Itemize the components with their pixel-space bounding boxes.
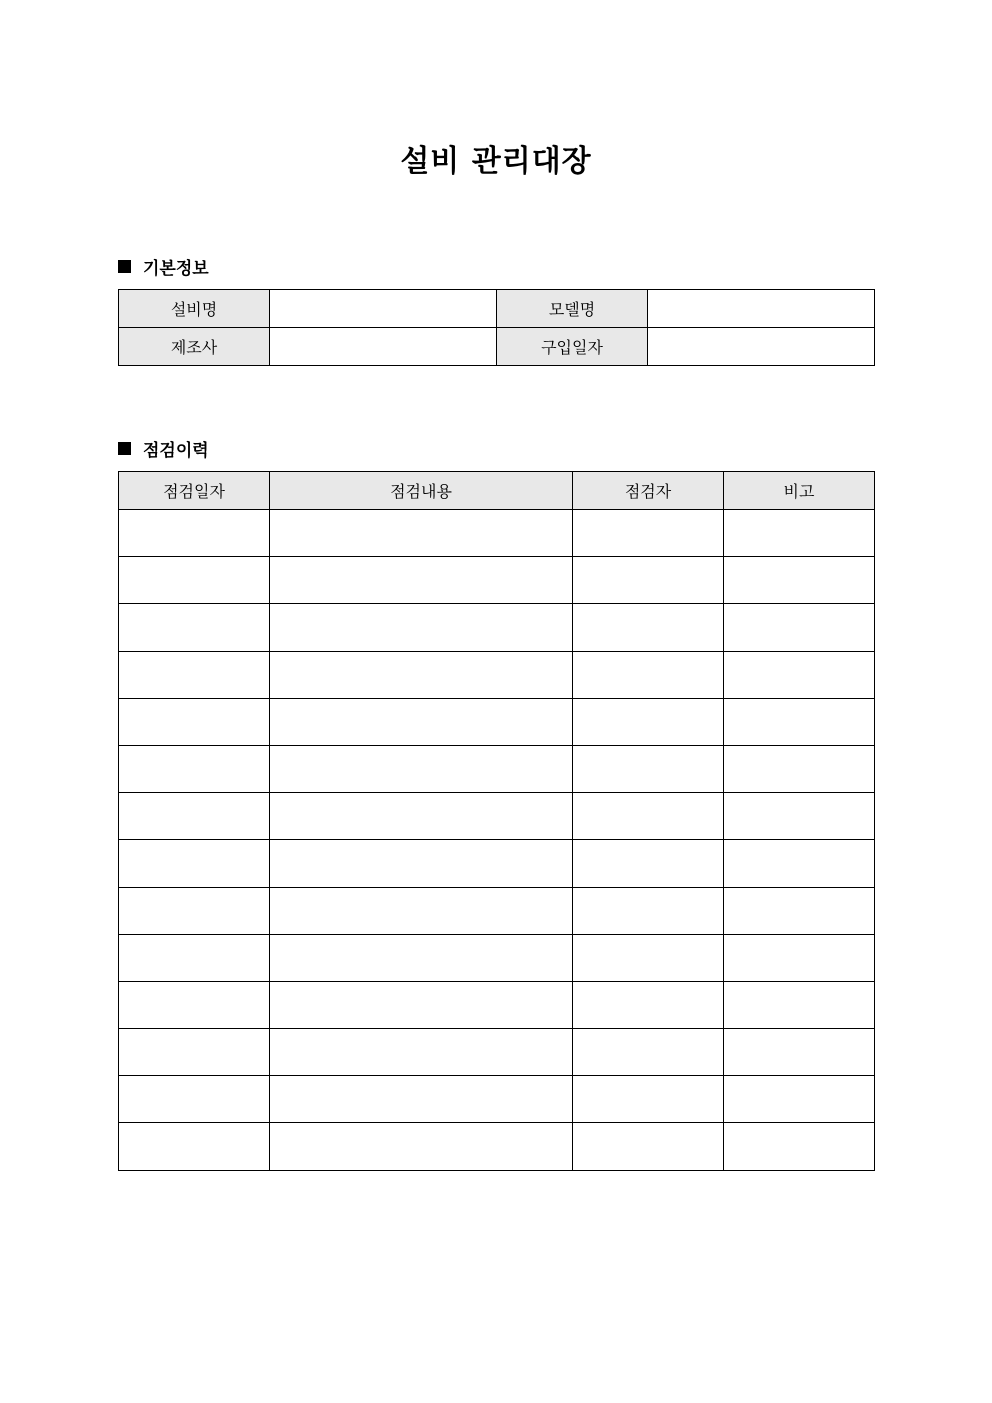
- square-bullet-icon: [118, 442, 131, 455]
- inspection-content-cell[interactable]: [270, 793, 573, 840]
- inspector-cell[interactable]: [573, 604, 724, 651]
- table-row: [119, 651, 875, 698]
- inspection-history-table: [118, 471, 875, 1171]
- inspection-date-cell[interactable]: [119, 887, 270, 934]
- inspection-date-cell[interactable]: [119, 934, 270, 981]
- inspector-cell[interactable]: [573, 651, 724, 698]
- inspection-date-cell[interactable]: [119, 651, 270, 698]
- table-row: [119, 887, 875, 934]
- table-row: [119, 698, 875, 745]
- table-row: [119, 934, 875, 981]
- inspection-content-cell[interactable]: [270, 1123, 573, 1170]
- inspection-content-cell[interactable]: [270, 1076, 573, 1123]
- inspection-content-cell[interactable]: [270, 1029, 573, 1076]
- column-header: 점검일자: [119, 472, 270, 510]
- inspection-date-cell[interactable]: [119, 604, 270, 651]
- inspection-date-cell[interactable]: [119, 1123, 270, 1170]
- inspector-cell[interactable]: [573, 934, 724, 981]
- field-label: 모델명: [497, 290, 648, 328]
- inspector-cell[interactable]: [573, 793, 724, 840]
- inspector-cell[interactable]: [573, 698, 724, 745]
- square-bullet-icon: [118, 260, 131, 273]
- inspection-content-cell[interactable]: [270, 698, 573, 745]
- remarks-cell[interactable]: [724, 934, 875, 981]
- table-row: [119, 604, 875, 651]
- inspection-date-cell[interactable]: [119, 698, 270, 745]
- equipment-name-field[interactable]: [270, 290, 497, 328]
- table-row: [119, 1029, 875, 1076]
- remarks-cell[interactable]: [724, 510, 875, 557]
- inspection-date-cell[interactable]: [119, 557, 270, 604]
- purchase-date-field[interactable]: [648, 328, 875, 366]
- inspection-date-cell[interactable]: [119, 1029, 270, 1076]
- inspector-cell[interactable]: [573, 557, 724, 604]
- field-label: 제조사: [119, 328, 270, 366]
- remarks-cell[interactable]: [724, 981, 875, 1028]
- inspector-cell[interactable]: [573, 510, 724, 557]
- remarks-cell[interactable]: [724, 745, 875, 792]
- column-header: 점검자: [573, 472, 724, 510]
- section-title: 점검이력: [143, 441, 209, 461]
- section-inspection-history-heading: [118, 436, 209, 461]
- table-row: [119, 557, 875, 604]
- table-row: [119, 981, 875, 1028]
- table-row: [119, 1123, 875, 1170]
- inspector-cell[interactable]: [573, 1123, 724, 1170]
- inspection-content-cell[interactable]: [270, 745, 573, 792]
- table-row: [119, 840, 875, 887]
- remarks-cell[interactable]: [724, 557, 875, 604]
- remarks-cell[interactable]: [724, 604, 875, 651]
- inspector-cell[interactable]: [573, 840, 724, 887]
- remarks-cell[interactable]: [724, 887, 875, 934]
- table-row: [119, 745, 875, 792]
- section-basic-info-heading: [118, 254, 209, 279]
- inspector-cell[interactable]: [573, 1076, 724, 1123]
- remarks-cell[interactable]: [724, 651, 875, 698]
- inspection-date-cell[interactable]: [119, 1076, 270, 1123]
- column-header: 비고: [724, 472, 875, 510]
- field-label: 구입일자: [497, 328, 648, 366]
- inspection-date-cell[interactable]: [119, 510, 270, 557]
- remarks-cell[interactable]: [724, 793, 875, 840]
- remarks-cell[interactable]: [724, 698, 875, 745]
- field-label: 설비명: [119, 290, 270, 328]
- remarks-cell[interactable]: [724, 840, 875, 887]
- inspection-content-cell[interactable]: [270, 651, 573, 698]
- inspection-content-cell[interactable]: [270, 840, 573, 887]
- model-name-field[interactable]: [648, 290, 875, 328]
- inspection-date-cell[interactable]: [119, 793, 270, 840]
- table-header-row: [119, 472, 875, 510]
- manufacturer-field[interactable]: [270, 328, 497, 366]
- inspector-cell[interactable]: [573, 1029, 724, 1076]
- inspection-content-cell[interactable]: [270, 510, 573, 557]
- inspection-date-cell[interactable]: [119, 981, 270, 1028]
- inspection-content-cell[interactable]: [270, 934, 573, 981]
- inspector-cell[interactable]: [573, 745, 724, 792]
- inspection-date-cell[interactable]: [119, 840, 270, 887]
- inspection-content-cell[interactable]: [270, 981, 573, 1028]
- remarks-cell[interactable]: [724, 1076, 875, 1123]
- inspection-content-cell[interactable]: [270, 557, 573, 604]
- remarks-cell[interactable]: [724, 1029, 875, 1076]
- column-header: 점검내용: [270, 472, 573, 510]
- table-row: [119, 793, 875, 840]
- inspection-date-cell[interactable]: [119, 745, 270, 792]
- section-title: 기본정보: [143, 259, 209, 279]
- remarks-cell[interactable]: [724, 1123, 875, 1170]
- page-title: 설비 관리대장: [400, 144, 592, 179]
- basic-info-table: [118, 289, 875, 366]
- table-row: [119, 1076, 875, 1123]
- table-row: [119, 510, 875, 557]
- inspector-cell[interactable]: [573, 887, 724, 934]
- inspection-content-cell[interactable]: [270, 604, 573, 651]
- inspector-cell[interactable]: [573, 981, 724, 1028]
- inspection-content-cell[interactable]: [270, 887, 573, 934]
